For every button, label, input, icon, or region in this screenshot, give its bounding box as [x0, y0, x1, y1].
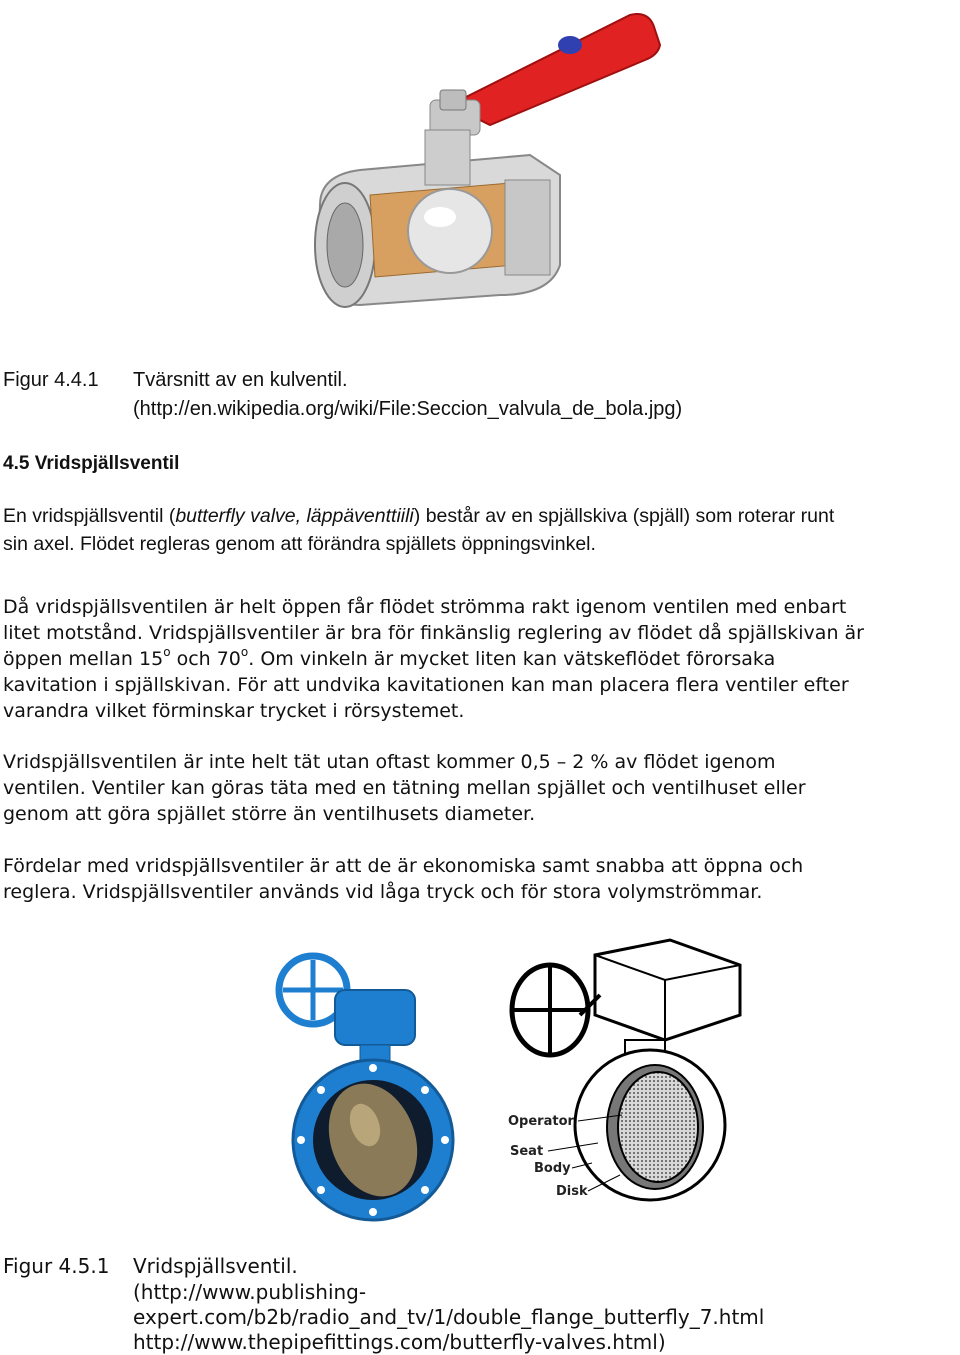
label-seat: Seat — [510, 1144, 544, 1159]
paragraph-2-line-5: varandra vilket förminskar trycket i rörsystemet. — [3, 700, 465, 722]
paragraph-1-line-1: En vridspjällsventil (butterfly valve, läppäventtiili) består av en spjällskiva (spjäll) som roterar runt — [3, 505, 835, 527]
figure-441-number: Figur 4.4.1 — [3, 369, 99, 391]
paragraph-2-line-1: Då vridspjällsventilen är helt öppen får flödet strömma rakt igenom ventilen med enbart — [3, 596, 847, 618]
paragraph-3-line-3: genom att göra spjället större än ventilhusets diameter. — [3, 803, 536, 825]
butterfly-valve-diagram — [500, 935, 760, 1210]
figure-451-source-1: (http://www.publishing- — [133, 1280, 367, 1304]
paragraph-2 — [3, 594, 958, 724]
figure-451-source-3: http://www.thepipefittings.com/butterfly-valves.html) — [133, 1330, 666, 1354]
paragraph-4-line-2: reglera. Vridspjällsventiler används vid låga tryck och för stora volymströmmar. — [3, 881, 763, 903]
paragraph-1-line-2: sin axel. Flödet regleras genom att förändra spjällets öppningsvinkel. — [3, 533, 596, 555]
butterfly-valve-photo — [265, 950, 485, 1225]
figure-451-number: Figur 4.5.1 — [3, 1254, 110, 1278]
label-operator: Operator — [508, 1114, 574, 1129]
label-body: Body — [534, 1161, 571, 1176]
section-heading: 4.5 Vridspjällsventil — [3, 453, 180, 474]
paragraph-1-italic: butterfly valve, läppäventtiili — [175, 505, 414, 527]
paragraph-1 — [3, 502, 958, 558]
ball-valve-image — [300, 5, 670, 320]
paragraph-2-line-2: litet motstånd. Vridspjällsventiler är bra för finkänslig reglering av flödet då spjällskivan är — [3, 622, 864, 644]
paragraph-4-line-1: Fördelar med vridspjällsventiler är att de är ekonomiska samt snabba att öppna och — [3, 855, 804, 877]
paragraph-3 — [3, 749, 958, 827]
paragraph-2-line-4: kavitation i spjällskivan. För att undvika kavitationen kan man placera flera ventiler efter — [3, 674, 849, 696]
figure-441-title: Tvärsnitt av en kulventil. — [133, 369, 348, 391]
paragraph-3-line-2: ventilen. Ventiler kan göras täta med en tätning mellan spjället och ventilhuset eller — [3, 777, 806, 799]
label-disk: Disk — [556, 1184, 588, 1199]
paragraph-3-line-1: Vridspjällsventilen är inte helt tät utan oftast kommer 0,5 – 2 % av flödet igenom — [3, 751, 776, 773]
figure-451-title: Vridspjällsventil. — [133, 1254, 298, 1278]
figure-451-source-2: expert.com/b2b/radio_and_tv/1/double_flange_butterfly_7.html — [133, 1305, 765, 1329]
figure-441-source: (http://en.wikipedia.org/wiki/File:Seccion_valvula_de_bola.jpg) — [133, 398, 683, 420]
paragraph-2-line-3: öppen mellan 15$^o$ och 70$^o$. Om vinkeln är mycket liten kan vätskeflödet förorsaka — [3, 644, 776, 670]
paragraph-4 — [3, 853, 958, 905]
